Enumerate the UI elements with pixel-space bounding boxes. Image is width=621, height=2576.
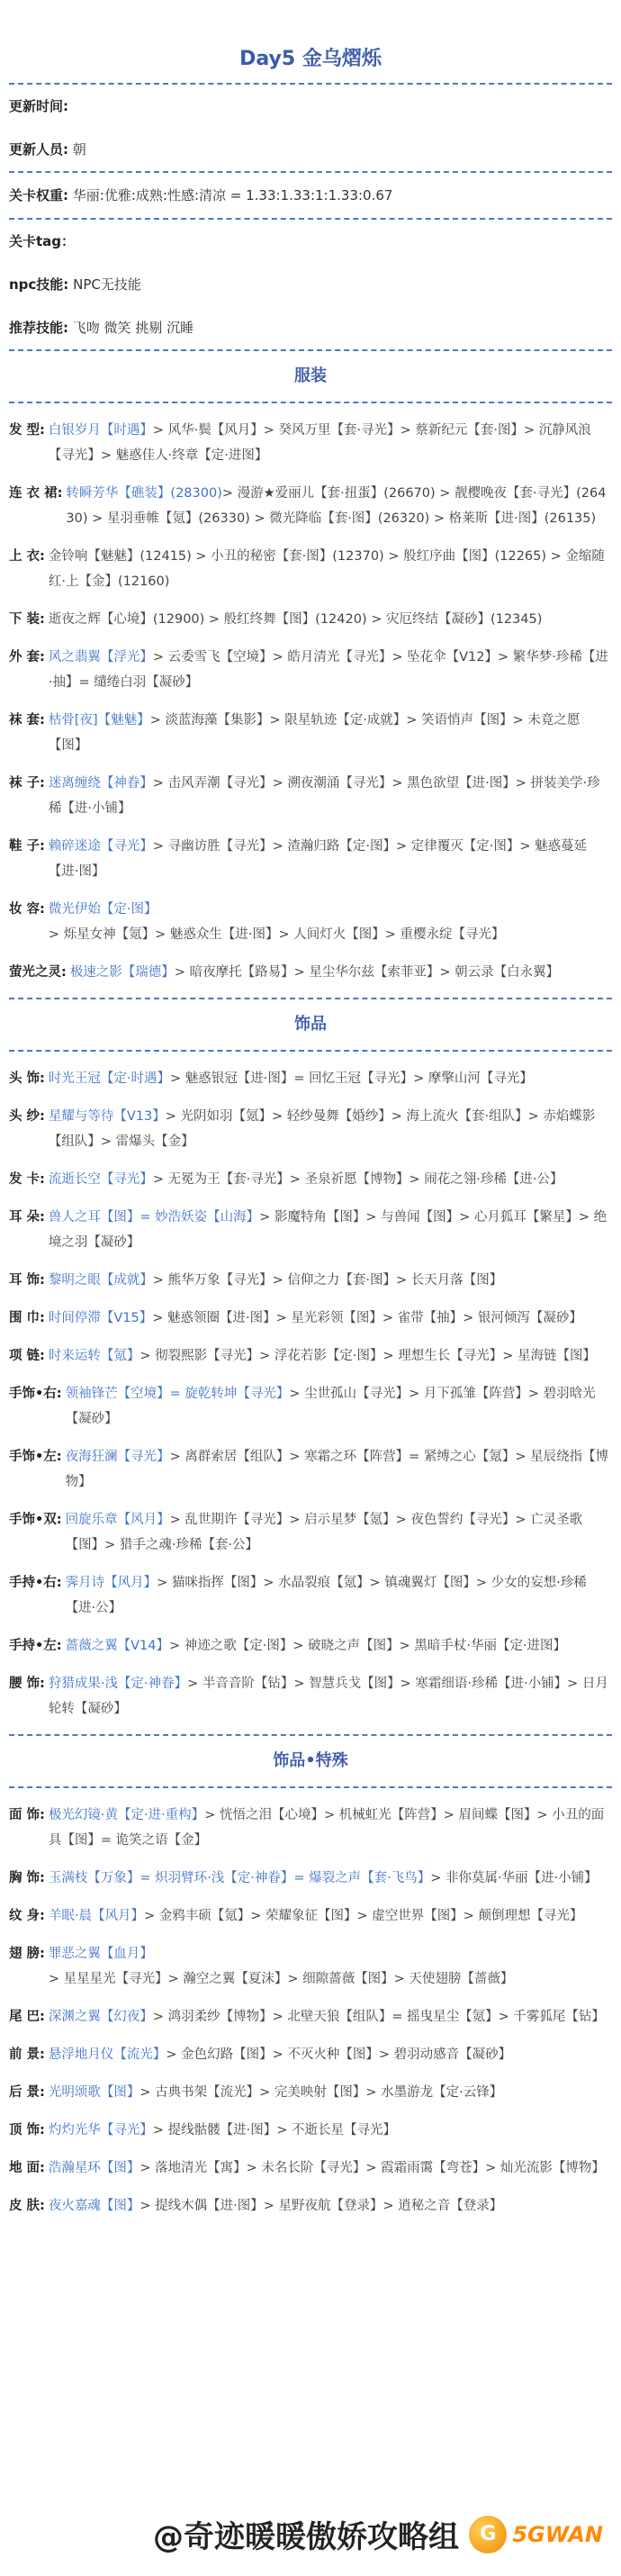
item-ranking: [66, 1507, 612, 1558]
item-top-pick: 时间停滞【V15】: [48, 1311, 153, 1325]
item-row: [0, 897, 621, 947]
item-alternatives: > 乱世期许【寻光】> 启示星梦【氪】> 夜色誓约【寻光】> 亡灵圣歌【图】> 猎手之魂·珍稀【套·公】: [65, 1513, 583, 1552]
item-slot-label: 手持•左:: [9, 1639, 62, 1653]
item-alternatives: > 烁星女神【氪】> 魅惑众生【进·图】> 人间灯火【图】> 重樱永绽【寻光】: [48, 927, 505, 942]
divider: [9, 402, 612, 403]
item-top-pick: 白银岁月【时遇】: [48, 423, 153, 438]
item-top-pick: 狩猎成果·浅【定·神眷】: [48, 1677, 188, 1691]
item-ranking: [49, 607, 612, 632]
item-slot-label: 顶 饰:: [9, 2123, 45, 2138]
item-slot-label: 下 装:: [9, 612, 45, 627]
meta-updater: [9, 128, 612, 171]
item-top-pick: 转瞬芳华【礁装】(28300): [66, 486, 222, 501]
item-ranking: [49, 1306, 612, 1331]
item-slot-label: 翅 膀:: [9, 1947, 45, 1961]
item-top-pick: 流逝长空【寻光】: [48, 1172, 153, 1187]
item-slot-label: 鞋 子:: [9, 839, 45, 854]
item-slot-label: 地 面:: [9, 2161, 45, 2175]
meta-label: 更新时间:: [9, 98, 68, 114]
item-alternatives: 金铃响【魅魅】(12415) > 小丑的秘密【套·图】(12370) > 般红序曲【图】(12265) > 金缩随红·上【金】(12160): [48, 549, 605, 589]
item-slot-label: 耳 饰:: [9, 1273, 45, 1288]
item-alternatives: > 提线骷髅【进·图】> 不逝长星【寻光】: [152, 2123, 396, 2138]
item-ranking: [49, 771, 612, 821]
meta-label: 关卡tag：: [9, 233, 76, 249]
item-alternatives: > 影魔特角【图】> 与兽闻【图】> 心月狐耳【繁星】> 绝境之羽【凝砂】: [48, 1210, 608, 1250]
item-alternatives: > 非你莫属·华丽【进·小铺】: [430, 1871, 598, 1885]
item-top-pick: 领袖锋芒【空境】= 旋乾转坤【寻光】: [65, 1387, 290, 1401]
item-alternatives: > 寻幽访胜【寻光】> 渣瀚归路【定·图】> 定律覆灭【定·图】> 魅惑蔓延【进·图】: [48, 839, 588, 879]
item-ranking: [49, 544, 612, 594]
footer: [0, 2492, 621, 2576]
item-top-pick: 时光王冠【定·时遇】: [48, 1071, 170, 1086]
item-alternatives: > 落地清光【寓】> 未名长阶【寻光】> 霞霜雨霭【弯苍】> 灿光流影【博物】: [140, 2161, 605, 2175]
item-alternatives: > 鸿羽柔纱【博物】> 北壁天狼【组队】= 摇曳星尘【氪】> 千雾狐尾【钻】: [152, 2010, 605, 2024]
meta-block-3: [0, 220, 621, 349]
item-slot-label: 头 纱:: [9, 1109, 45, 1124]
divider: [9, 1786, 612, 1788]
item-top-pick: 微光伊始【定·图】: [48, 902, 158, 917]
item-slot-label: 发 型:: [9, 423, 45, 438]
item-slot-label: 手持•右:: [9, 1576, 62, 1590]
item-alternatives: > 彻裂熙影【寻光】> 浮花若影【定·图】> 理想生长【寻光】> 星海链【图】: [140, 1349, 596, 1363]
item-top-pick: 回旋乐章【风月】: [65, 1513, 170, 1527]
item-ranking: [70, 960, 612, 985]
item-ranking: [49, 645, 612, 695]
item-slot-label: 妆 容:: [9, 902, 45, 917]
item-row: [0, 2118, 621, 2143]
item-ranking: [66, 1633, 612, 1659]
item-row: [0, 960, 621, 985]
section-title-accessories: 饰品: [294, 1015, 327, 1034]
item-top-pick: 悬浮地月仪【流光】: [48, 2047, 166, 2062]
item-ranking: [49, 418, 612, 468]
item-ranking: [49, 708, 612, 758]
item-ranking: [49, 2118, 612, 2143]
item-ranking: [49, 1167, 612, 1192]
item-row: [0, 1205, 621, 1255]
logo-icon: G: [469, 2516, 507, 2553]
meta-skills: [9, 306, 612, 349]
item-row: [0, 1903, 621, 1929]
item-top-pick: 深渊之翼【幻夜】: [48, 2010, 153, 2024]
item-ranking: [49, 1268, 612, 1293]
item-row: [0, 2156, 621, 2181]
item-row: [0, 1268, 621, 1293]
meta-block: [0, 85, 621, 171]
logo-text: 5GWAN: [512, 2521, 603, 2547]
item-alternatives: > 星星星光【寻光】> 瀚空之翼【夏沫】> 细隙蔷薇【图】> 天使翅膀【蔷薇】: [48, 1972, 514, 1986]
meta-label: 关卡权重:: [9, 187, 68, 203]
item-alternatives: > 金色幻路【图】> 不灭火种【图】> 碧羽动感音【凝砂】: [166, 2047, 512, 2062]
clothing-list: [0, 418, 621, 985]
item-row: [0, 2004, 621, 2029]
item-top-pick: 灼灼光华【寻光】: [48, 2123, 153, 2138]
item-row: [0, 544, 621, 594]
item-ranking: [49, 2193, 612, 2219]
item-top-pick: 兽人之耳【图】= 妙浩妖姿【山海】: [48, 1210, 260, 1225]
item-row: [0, 1570, 621, 1621]
item-alternatives: > 魅惑银冠【进·图】= 回忆王冠【寻光】> 摩擎山河【寻光】: [169, 1071, 533, 1086]
item-slot-label: 胸 饰:: [9, 1871, 45, 1885]
item-ranking: [49, 1104, 612, 1154]
item-ranking: [66, 1444, 612, 1495]
item-slot-label: 头 饰:: [9, 1071, 45, 1086]
item-top-pick: 浩瀚星环【图】: [48, 2161, 140, 2175]
item-slot-label: 萤光之灵:: [9, 965, 67, 980]
item-slot-label: 袜 子:: [9, 776, 45, 791]
item-slot-label: 外 套:: [9, 650, 45, 664]
item-ranking: [49, 2004, 612, 2029]
item-ranking: [49, 834, 612, 884]
item-row: [0, 1633, 621, 1659]
section-title-special: 饰品•特殊: [273, 1751, 348, 1770]
item-ranking: [49, 897, 612, 947]
item-alternatives: > 金鸦丰硕【氪】> 荣耀象征【图】> 虚空世界【图】> 颠倒理想【寻光】: [143, 1909, 583, 1923]
item-slot-label: 尾 巴:: [9, 2010, 45, 2024]
meta-value: 飞吻 微笑 挑剔 沉睡: [72, 320, 194, 336]
item-alternatives: > 半音音阶【钻】> 智慧兵戈【图】> 寒霜细语·珍稀【进·小铺】> 日月轮转【凝砂】: [48, 1677, 608, 1716]
watermark-text: @奇迹暖暖傲娇攻略组: [153, 2519, 459, 2555]
item-row: [0, 2042, 621, 2067]
item-top-pick: 迷离缠绕【神眷】: [48, 776, 153, 791]
item-ranking: [49, 1343, 612, 1369]
item-ranking: [66, 481, 612, 531]
item-slot-label: 项 链:: [9, 1349, 45, 1363]
item-row: [0, 1507, 621, 1558]
item-alternatives: > 熊华万象【寻光】> 信仰之力【套·图】> 长天月落【图】: [152, 1273, 503, 1288]
item-row: [0, 1066, 621, 1091]
item-row: [0, 645, 621, 695]
divider: [9, 1050, 612, 1052]
item-top-pick: 星耀与等待【V13】: [48, 1109, 166, 1124]
item-alternatives: > 无冕为王【套·寻光】> 圣泉祈愿【博物】> 闹花之翎·珍稀【进·公】: [152, 1172, 563, 1187]
item-ranking: [49, 2156, 612, 2181]
meta-tags: [9, 220, 612, 263]
item-slot-label: 手饰•双:: [9, 1513, 62, 1527]
meta-value: 华丽:优雅:成熟:性感:清凉 = 1.33:1.33:1:1.33:0.67: [72, 187, 393, 203]
item-ranking: [66, 1381, 612, 1432]
item-slot-label: 围 巾:: [9, 1311, 45, 1325]
item-slot-label: 手饰•右:: [9, 1387, 62, 1401]
item-row: [0, 1167, 621, 1192]
item-row: [0, 708, 621, 758]
item-top-pick: 时来运转【氪】: [48, 1349, 140, 1363]
item-alternatives: > 尘世孤山【寻光】> 月下孤雏【阵营】> 碧羽晗光【凝砂】: [65, 1387, 596, 1426]
item-alternatives: > 风华·鬓【风月】> 癸风万里【套·寻光】> 蔡新纪元【套·图】> 沉静风浪【寻光】> 魅惑佳人·终章【定·进图】: [48, 423, 591, 463]
item-slot-label: 手饰•左:: [9, 1450, 62, 1464]
item-top-pick: 玉满枝【万象】= 炽羽臂环·浅【定·神眷】= 爆裂之声【套·飞鸟】: [48, 1871, 431, 1885]
item-ranking: [49, 1205, 612, 1255]
item-top-pick: 光明颂歌【图】: [48, 2085, 140, 2100]
item-ranking: [49, 1903, 612, 1929]
meta-value: 朝: [72, 141, 86, 158]
item-slot-label: 发 卡:: [9, 1172, 45, 1187]
item-row: [0, 1444, 621, 1495]
item-alternatives: > 漫游★爱丽儿【套·扭蛋】(26670) > 靓樱晚夜【套·寻光】(26430) > 星羽垂帷【氪】(26330) > 微光降临【套·图】(26320) > 格莱斯【进·图】(26135): [66, 486, 607, 526]
item-slot-label: 连 衣 裙:: [9, 486, 63, 501]
item-top-pick: 黎明之眼【成就】: [48, 1273, 153, 1288]
item-alternatives: > 离群索居【组队】> 寒霜之环【阵营】= 紧缚之心【氪】> 星辰绕指【博物】: [65, 1450, 609, 1489]
item-alternatives: > 神迹之歌【定·图】> 破晓之声【图】> 黑暗手杖·华丽【定·进图】: [168, 1639, 567, 1653]
meta-block-2: [0, 173, 621, 218]
item-row: [0, 1941, 621, 1992]
item-row: [0, 1803, 621, 1853]
meta-label: 推荐技能:: [9, 320, 68, 336]
item-slot-label: 面 饰:: [9, 1808, 45, 1822]
item-alternatives: > 提线木偶【进·图】> 星野夜航【登录】> 逍秘之音【登录】: [140, 2199, 503, 2213]
item-slot-label: 纹 身:: [9, 1909, 45, 1923]
item-row: [0, 1671, 621, 1722]
item-slot-label: 袜 套:: [9, 713, 45, 728]
item-ranking: [49, 1941, 612, 1992]
item-alternatives: > 古典书架【流光】> 完美映射【图】> 水墨游龙【定·云锋】: [140, 2085, 503, 2100]
item-slot-label: 耳 朵:: [9, 1210, 45, 1225]
page-title: Day5 金乌熠烁: [239, 48, 382, 70]
meta-value: NPC无技能: [73, 276, 141, 293]
meta-label: npc技能:: [9, 276, 69, 293]
item-top-pick: 羊眠·晨【风月】: [48, 1909, 144, 1923]
item-alternatives: > 恍悟之泪【心境】> 机械虹光【阵营】> 眉间蝶【图】> 小丑的面具【图】= 诡笑之语【金】: [48, 1808, 605, 1848]
item-row: [0, 1866, 621, 1891]
item-ranking: [49, 2080, 612, 2105]
item-row: [0, 771, 621, 821]
item-top-pick: 极速之影【瑞德】: [69, 965, 175, 980]
item-alternatives: > 暗夜摩托【路易】> 星尘华尔兹【索菲亚】> 朝云录【白永翼】: [174, 965, 560, 980]
item-alternatives: 逝夜之辉【心境】(12900) > 般红终舞【图】(12420) > 灾厄终结【凝砂】(12345): [48, 612, 543, 627]
item-top-pick: 枯骨[夜]【魅魅】: [48, 713, 150, 728]
item-row: [0, 1343, 621, 1369]
item-ranking: [49, 2042, 612, 2067]
item-ranking: [49, 1866, 612, 1891]
item-top-pick: 蔷薇之翼【V14】: [65, 1639, 169, 1653]
item-alternatives: > 光阴如羽【氪】> 轻纱曼舞【婚纱】> 海上流火【套·组队】> 赤焰蝶影【组队】> 雷爆头【金】: [48, 1109, 596, 1149]
item-row: [0, 418, 621, 468]
special-list: [0, 1803, 621, 2219]
item-alternatives: > 击风弄潮【寻光】> 溯夜潮涌【寻光】> 黑色欲望【进·图】> 拼装美学·珍稀【进·小铺】: [48, 776, 600, 816]
item-row: [0, 834, 621, 884]
item-top-pick: 夜海狂澜【寻光】: [65, 1450, 170, 1464]
item-row: [0, 481, 621, 531]
item-top-pick: 赖碎迷途【寻光】: [48, 839, 153, 854]
item-alternatives: > 猫咪指挥【图】> 水晶裂痕【氪】> 镇魂翼灯【图】> 少女的妄想·珍稀【进·公】: [65, 1576, 587, 1615]
meta-label: 更新人员:: [9, 141, 68, 158]
item-alternatives: > 魅惑领圈【进·图】> 星光彩领【图】> 雀带【抽】> 银河倾泻【凝砂】: [152, 1311, 582, 1325]
item-row: [0, 1306, 621, 1331]
item-row: [0, 1381, 621, 1432]
item-alternatives: > 淡蓝海藻【集影】> 限星轨迹【定·成就】> 笑语悄声【图】> 未竟之愿【图】: [48, 713, 580, 753]
meta-weights: [9, 173, 612, 218]
item-row: [0, 1104, 621, 1154]
meta-npc: [9, 263, 612, 306]
item-ranking: [49, 1671, 612, 1722]
item-alternatives: > 云委雪飞【空境】> 皓月清光【寻光】> 坠花伞【V12】> 繁华梦·珍稀【进·抽】= 缱绻白羽【凝砂】: [48, 650, 608, 690]
item-row: [0, 607, 621, 632]
item-ranking: [49, 1803, 612, 1853]
item-ranking: [66, 1570, 612, 1621]
accessory-list: [0, 1066, 621, 1722]
item-slot-label: 皮 肤:: [9, 2199, 45, 2213]
item-row: [0, 2193, 621, 2219]
item-slot-label: 前 景:: [9, 2047, 45, 2062]
item-slot-label: 腰 饰:: [9, 1677, 45, 1691]
item-top-pick: 罪恶之翼【血月】: [48, 1947, 153, 1961]
item-top-pick: 极光幻镜·黄【定·进·重构】: [48, 1808, 205, 1822]
item-top-pick: 夜火嘉魂【图】: [48, 2199, 140, 2213]
item-ranking: [49, 1066, 612, 1091]
meta-update-time: [9, 85, 612, 128]
item-slot-label: 上 衣:: [9, 549, 45, 564]
site-logo: [469, 2516, 603, 2553]
section-title-clothing: 服装: [294, 366, 327, 385]
item-top-pick: 风之翡翼【浮光】: [48, 650, 153, 664]
item-row: [0, 2080, 621, 2105]
item-top-pick: 霁月诗【风月】: [65, 1576, 158, 1590]
item-slot-label: 后 景:: [9, 2085, 45, 2100]
